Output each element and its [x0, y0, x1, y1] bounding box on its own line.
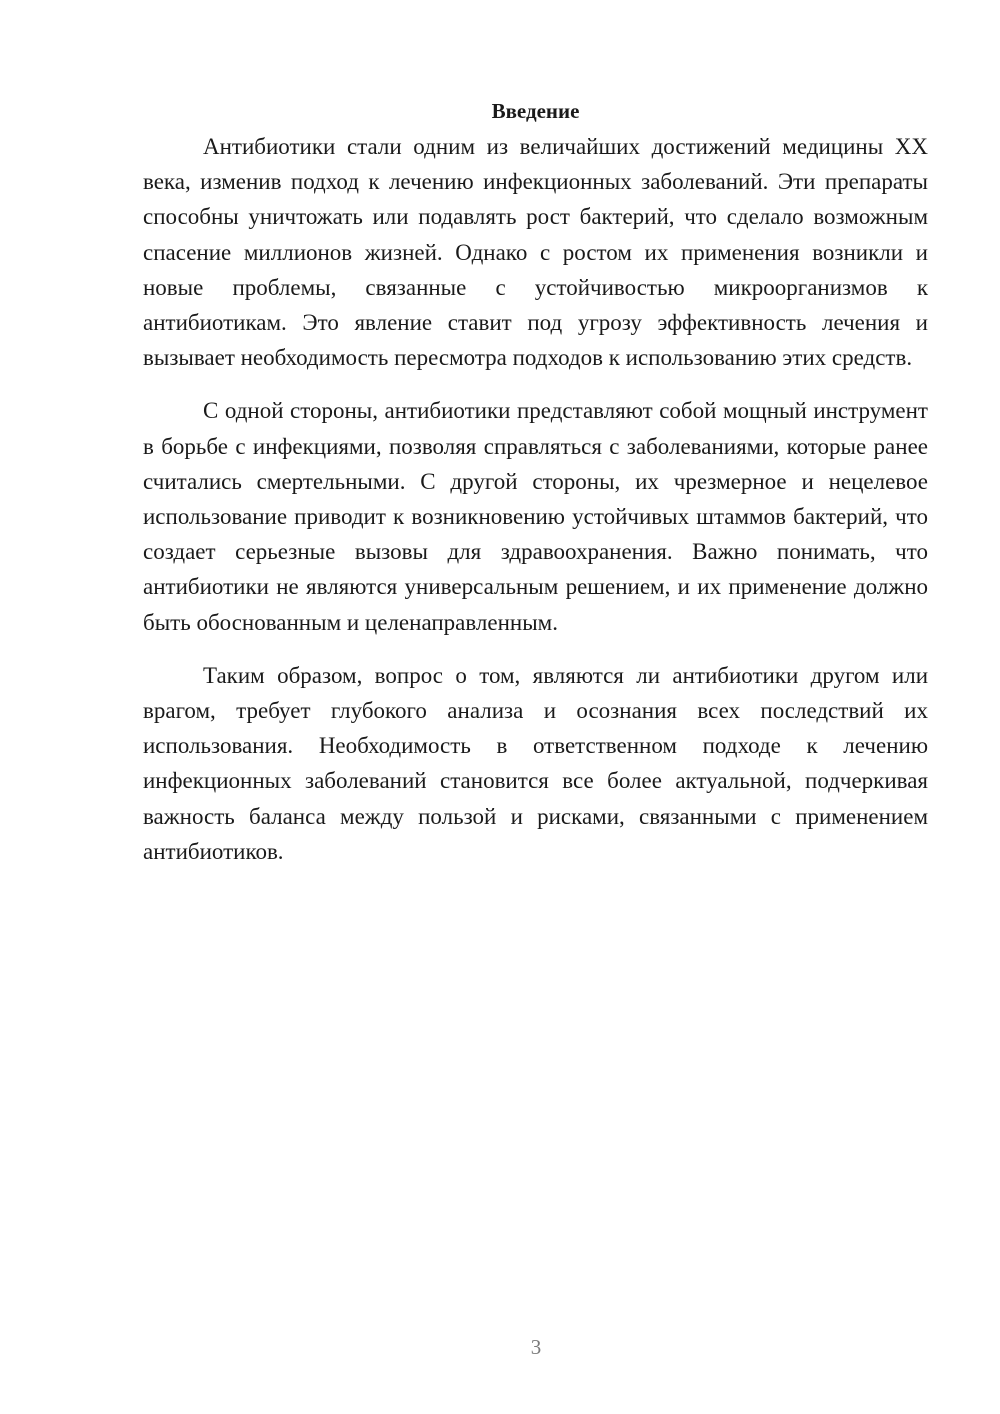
page-content: [143, 96, 928, 869]
paragraph-3: Таким образом, вопрос о том, являются ли антибиотики другом или врагом, требует глубокого анализа и осознания всех последствий их использования. Необходимость в ответственном подходе к лечению инфекционных заболеваний становится все более актуальной, подчеркивая важность баланса между пользой и рисками, связанными с применением антибиотиков.: [143, 662, 928, 864]
page-number: 3: [530, 1335, 542, 1359]
section-title: Введение: [491, 99, 580, 123]
paragraph-1: Антибиотики стали одним из величайших достижений медицины XX века, изменив подход к лечению инфекционных заболеваний. Эти препараты способны уничтожать или подавлять рост бактерий, что сделало возможным спасение миллионов жизней. Однако с ростом их применения возникли и новые проблемы, связанные с устойчивостью микроорганизмов к антибиотикам. Это явление ставит под угрозу эффективность лечения и вызывает необходимость пересмотра подходов к использованию этих средств.: [143, 134, 928, 371]
paragraph-2: С одной стороны, антибиотики представляют собой мощный инструмент в борьбе с инфекциями, позволяя справляться с заболеваниями, которые ранее считались смертельными. С другой стороны, их чрезмерное и нецелевое использование приводит к возникновению устойчивых штаммов бактерий, что создает серьезные вызовы для здравоохранения. Важно понимать, что антибиотики не являются универсальным решением, и их применение должно быть обоснованным и целенаправленным.: [143, 398, 928, 635]
